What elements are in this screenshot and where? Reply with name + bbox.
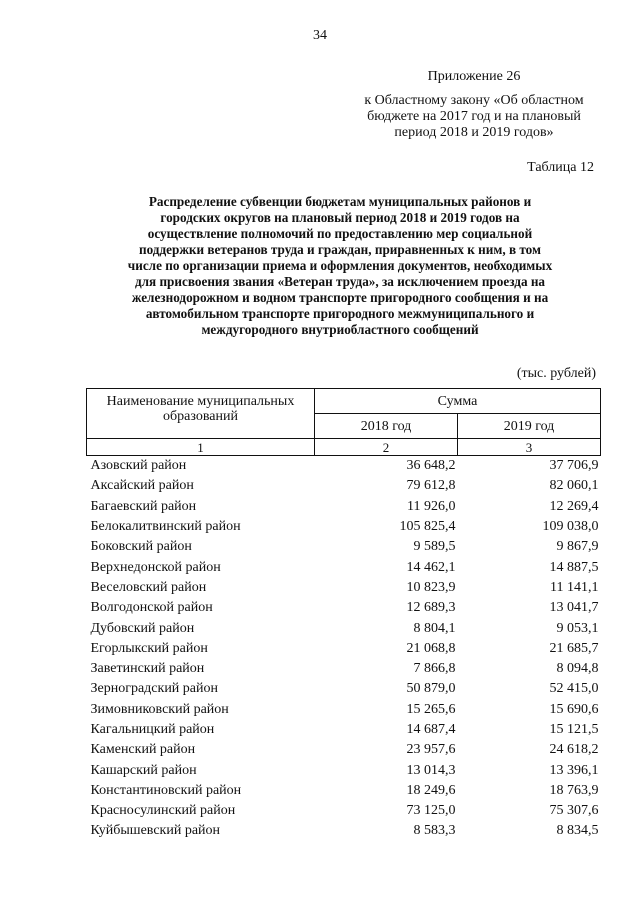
value-2018: 15 265,6 — [406, 701, 456, 717]
value-2019: 14 887,5 — [549, 559, 599, 575]
table-row — [87, 639, 601, 659]
value-2019: 12 269,4 — [549, 498, 599, 514]
heading-line: железнодорожном и водном транспорте пригородного сообщения и на — [131, 290, 549, 305]
value-2018: 18 249,6 — [406, 782, 456, 798]
value-2018: 36 648,2 — [406, 458, 456, 474]
district-name: Заветинский район — [90, 661, 205, 677]
table-row — [87, 821, 601, 841]
value-2018: 21 068,8 — [406, 640, 456, 656]
value-2019: 9 867,9 — [556, 539, 599, 555]
value-2019: 52 415,0 — [549, 681, 599, 697]
district-name: Кашарский район — [90, 762, 197, 778]
value-2018: 8 804,1 — [413, 620, 456, 636]
units-label: (тыс. рублей) — [516, 366, 596, 381]
value-2018: 73 125,0 — [406, 803, 456, 819]
value-2018: 12 689,3 — [406, 600, 456, 616]
district-name: Егорлыкский район — [90, 640, 208, 656]
heading-line: числе по организации приема и оформления документов, необходимых — [127, 258, 553, 273]
value-2019: 109 038,0 — [542, 519, 599, 535]
table-row — [87, 659, 601, 679]
table-row — [87, 476, 601, 496]
district-name: Куйбышевский район — [90, 823, 221, 839]
heading-line: городских округов на плановый период 2018 и 2019 годов на — [160, 210, 520, 225]
appendix-line: период 2018 и 2019 годов» — [394, 125, 554, 140]
heading-line: междугородного внутриобластного сообщений — [201, 322, 479, 337]
column-header-sum: Сумма — [315, 389, 601, 414]
column-header-name: Наименование муниципальных образований — [87, 389, 315, 439]
table-row — [87, 598, 601, 618]
value-2019: 15 121,5 — [549, 722, 599, 737]
value-2018: 8 583,3 — [413, 823, 456, 839]
value-2019: 9 053,1 — [556, 620, 599, 636]
district-name: Константиновский район — [90, 782, 242, 798]
value-2019: 37 706,9 — [549, 458, 599, 474]
document-heading — [90, 194, 590, 338]
value-2018: 105 825,4 — [399, 519, 456, 535]
appendix-title: Приложение 26 — [427, 69, 521, 84]
column-number: 1 — [87, 439, 315, 456]
value-2019: 24 618,2 — [549, 742, 599, 758]
column-header-2019: 2019 год — [458, 414, 601, 439]
column-number: 3 — [458, 439, 601, 456]
table-row — [87, 578, 601, 598]
value-2019: 8 834,5 — [556, 823, 599, 839]
value-2018: 10 823,9 — [406, 579, 456, 595]
appendix-block — [354, 69, 594, 141]
column-number: 2 — [315, 439, 458, 456]
value-2018: 13 014,3 — [406, 762, 456, 778]
table-label: Таблица 12 — [527, 160, 594, 175]
table-row — [87, 801, 601, 821]
heading-line: автомобильном транспорте пригородного межмуниципального и — [145, 306, 535, 321]
table-row — [87, 781, 601, 801]
district-name: Верхнедонской район — [90, 559, 221, 575]
value-2019: 8 094,8 — [556, 661, 599, 677]
table-row — [87, 740, 601, 760]
heading-line: Распределение субвенции бюджетам муниципальных районов и — [148, 194, 532, 209]
value-2018: 9 589,5 — [413, 539, 456, 555]
table-body — [87, 456, 601, 842]
value-2018: 23 957,6 — [406, 742, 456, 758]
heading-line: поддержки ветеранов труда и граждан, приравненных к ним, в том — [139, 242, 541, 257]
district-name: Зерноградский район — [90, 681, 218, 697]
value-2018: 14 687,4 — [406, 722, 456, 737]
value-2019: 21 685,7 — [549, 640, 599, 656]
district-name: Зимовниковский район — [90, 701, 229, 717]
table-row — [87, 537, 601, 557]
value-2019: 18 763,9 — [549, 782, 599, 798]
value-2019: 82 060,1 — [549, 478, 599, 494]
column-header-2018: 2018 год — [315, 414, 458, 439]
table-row — [87, 679, 601, 699]
value-2018: 79 612,8 — [406, 478, 456, 494]
table-row — [87, 517, 601, 537]
appendix-line: к Областному закону «Об областном — [364, 93, 584, 108]
district-name: Багаевский район — [90, 498, 197, 514]
table-row — [87, 700, 601, 720]
value-2019: 13 396,1 — [549, 762, 599, 778]
table-row — [87, 760, 601, 780]
district-name: Дубовский район — [90, 620, 195, 636]
value-2018: 11 926,0 — [407, 498, 456, 514]
appendix-line: бюджете на 2017 год и на плановый — [367, 109, 581, 124]
subvention-table — [86, 388, 601, 842]
district-name: Аксайский район — [90, 478, 194, 494]
value-2019: 15 690,6 — [549, 701, 599, 717]
table-row — [87, 618, 601, 638]
district-name: Красносулинский район — [90, 803, 236, 819]
district-name: Кагальницкий район — [90, 722, 215, 737]
table-row — [87, 497, 601, 517]
table-row — [87, 557, 601, 577]
value-2018: 14 462,1 — [406, 559, 456, 575]
value-2018: 7 866,8 — [413, 661, 456, 677]
district-name: Боковский район — [90, 539, 192, 555]
value-2019: 75 307,6 — [549, 803, 599, 819]
value-2019: 11 141,1 — [550, 579, 599, 595]
district-name: Веселовский район — [90, 579, 207, 595]
district-name: Азовский район — [90, 458, 187, 474]
district-name: Каменский район — [90, 742, 196, 758]
heading-line: для присвоения звания «Ветеран труда», за исключением проезда на — [134, 274, 546, 289]
heading-line: осуществление полномочий по предоставлению мер социальной — [147, 226, 533, 241]
table-row — [87, 720, 601, 740]
table-row — [87, 456, 601, 477]
page-number: 34 — [313, 28, 327, 43]
district-name: Волгодонской район — [90, 600, 213, 616]
value-2018: 50 879,0 — [406, 681, 456, 697]
district-name: Белокалитвинский район — [90, 519, 241, 535]
value-2019: 13 041,7 — [549, 600, 599, 616]
